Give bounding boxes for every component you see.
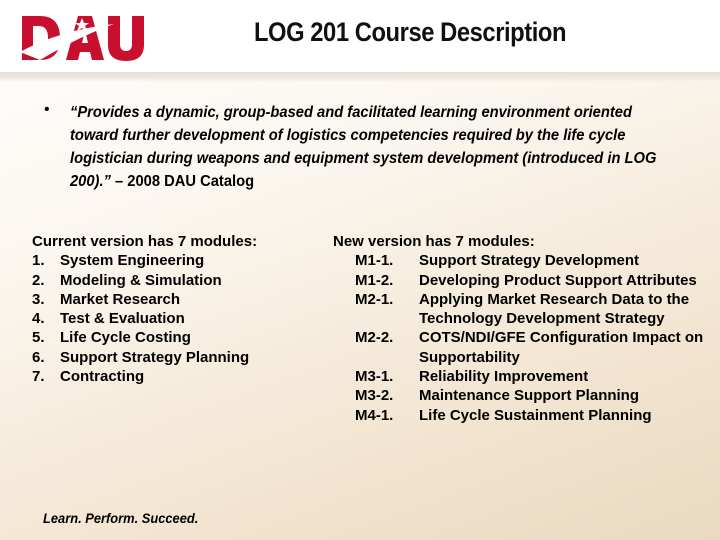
module-title: Life Cycle Sustainment Planning: [419, 406, 652, 424]
list-item: [32, 309, 257, 328]
item-text: Support Strategy Planning: [60, 348, 250, 366]
item-text: System Engineering: [60, 252, 205, 270]
bullet-icon: •: [44, 101, 50, 118]
page-title: LOG 201 Course Description: [253, 17, 567, 47]
list-item: [333, 251, 719, 270]
item-text: Test & Evaluation: [60, 310, 185, 328]
dau-logo: [20, 12, 146, 64]
list-item: [32, 348, 257, 367]
quote-text: “Provides a dynamic, group-based and facilitated learning environment oriented toward further development of logistics competencies required by the life cycle logistician during weapons and equipment system development (introduced in LOG 200).”: [70, 104, 657, 190]
module-title: Applying Market Research Data to the Technology Development Strategy: [419, 290, 690, 328]
module-title: Reliability Improvement: [419, 368, 589, 386]
description-quote: [70, 101, 677, 193]
item-number: 2.: [32, 271, 45, 289]
current-version-heading: Current version has 7 modules:: [32, 233, 258, 250]
module-code: M1-1.: [355, 252, 394, 270]
item-number: 3.: [32, 290, 45, 308]
header-divider: [0, 72, 720, 82]
item-text: Modeling & Simulation: [60, 271, 222, 289]
slide-header: [0, 0, 720, 72]
module-title: Maintenance Support Planning: [419, 387, 640, 405]
module-code: M2-1.: [355, 290, 394, 308]
item-number: 7.: [32, 368, 45, 386]
item-text: Life Cycle Costing: [60, 329, 191, 347]
footer-tagline: Learn. Perform. Succeed.: [43, 510, 199, 526]
module-code: M1-2.: [355, 271, 394, 289]
list-item: [333, 290, 719, 329]
list-item: [32, 271, 257, 290]
module-title: COTS/NDI/GFE Configuration Impact on Supportability: [419, 329, 704, 366]
module-code: M2-2.: [355, 329, 394, 347]
quote-source: – 2008 DAU Catalog: [110, 173, 255, 190]
item-number: 5.: [32, 329, 45, 347]
new-version-list: [333, 232, 719, 425]
item-number: 6.: [32, 348, 45, 366]
list-item: [333, 271, 719, 290]
module-code: M4-1.: [355, 406, 394, 424]
list-item: [32, 290, 257, 309]
list-item: [32, 251, 257, 270]
item-text: Market Research: [60, 290, 181, 308]
list-item: [32, 367, 257, 386]
list-item: [333, 386, 719, 405]
new-version-heading: New version has 7 modules:: [333, 233, 535, 250]
module-code: M3-1.: [355, 368, 394, 386]
current-version-list: [32, 232, 257, 386]
list-item: [333, 328, 719, 367]
list-item: [333, 367, 719, 386]
module-title: Support Strategy Development: [419, 252, 640, 270]
item-number: 1.: [32, 252, 45, 270]
list-item: [333, 406, 719, 425]
item-number: 4.: [32, 310, 45, 328]
module-code: M3-2.: [355, 387, 394, 405]
module-title: Developing Product Support Attributes: [419, 271, 697, 289]
item-text: Contracting: [60, 368, 145, 386]
list-item: [32, 328, 257, 347]
